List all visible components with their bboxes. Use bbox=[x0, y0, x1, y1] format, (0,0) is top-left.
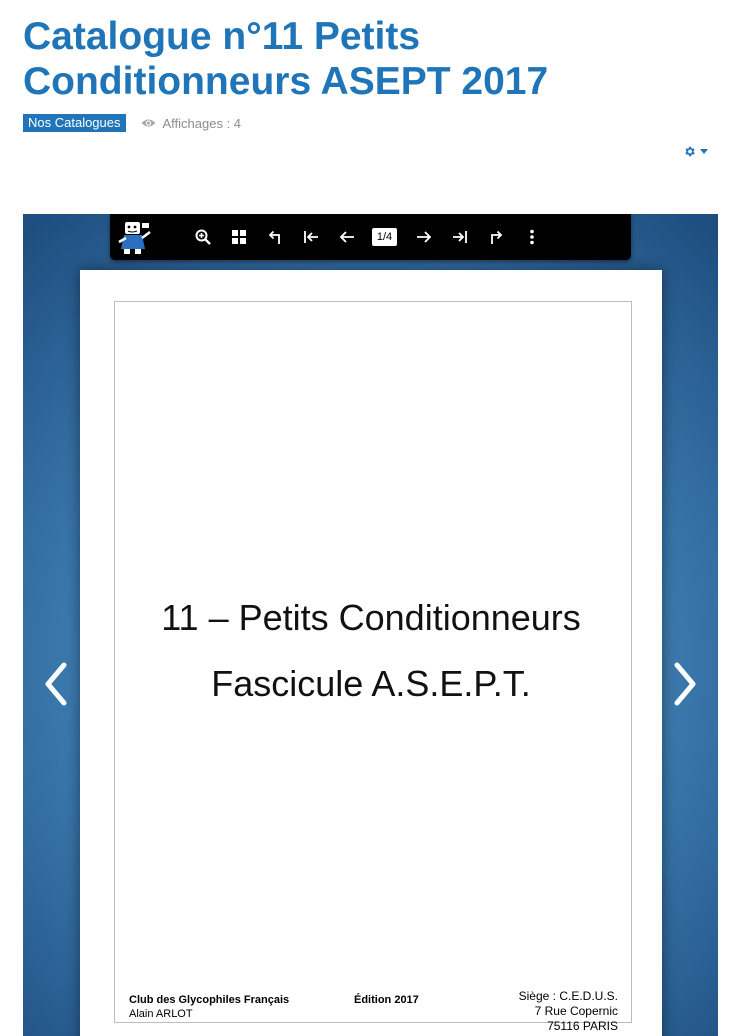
page-title: Catalogue n°11 Petits Conditionneurs ASEPT 2017 bbox=[23, 15, 549, 103]
hits-label: Affichages : 4 bbox=[162, 115, 242, 131]
jump-to-start-icon bbox=[303, 229, 319, 245]
document-title-line1: 11 – Petits Conditionneurs bbox=[161, 597, 581, 638]
document-page[interactable] bbox=[80, 270, 662, 1036]
mascot-logo-icon bbox=[116, 218, 154, 256]
hits-counter bbox=[141, 116, 242, 131]
footer-address bbox=[480, 989, 618, 1034]
document-title-line2: Fascicule A.S.E.P.T. bbox=[211, 663, 531, 704]
edition-label: Édition 2017 bbox=[354, 994, 419, 1006]
first-page-button[interactable] bbox=[263, 225, 287, 249]
jump-to-end-icon bbox=[452, 229, 468, 245]
page-indicator[interactable]: 1/4 bbox=[372, 228, 397, 246]
previous-page-icon bbox=[339, 229, 355, 245]
zoom-in-button[interactable] bbox=[191, 225, 215, 249]
flipbook-viewer[interactable] bbox=[23, 214, 718, 1036]
category-badge[interactable]: Nos Catalogues bbox=[23, 114, 126, 132]
next-page-arrow[interactable] bbox=[670, 662, 700, 706]
address-line-3: 75116 PARIS bbox=[547, 1019, 618, 1033]
first-page-arrow-icon bbox=[267, 229, 283, 245]
next-page-icon bbox=[416, 229, 432, 245]
address-line-1: Siège : C.E.D.U.S. bbox=[518, 989, 618, 1003]
address-line-2: 7 Rue Copernic bbox=[534, 1004, 618, 1018]
jump-to-start-button[interactable] bbox=[299, 225, 323, 249]
viewer-toolbar bbox=[110, 214, 631, 260]
thumbnails-icon bbox=[231, 229, 247, 245]
article-tools-button[interactable] bbox=[683, 142, 713, 160]
next-page-button[interactable] bbox=[412, 225, 436, 249]
caret-down-icon bbox=[700, 149, 708, 154]
footer-organization bbox=[129, 993, 289, 1021]
more-options-button[interactable] bbox=[520, 225, 544, 249]
organization-name: Club des Glycophiles Français bbox=[129, 994, 290, 1006]
gear-icon bbox=[683, 145, 696, 158]
more-options-icon bbox=[524, 229, 540, 245]
article-info bbox=[23, 114, 241, 132]
previous-page-button[interactable] bbox=[335, 225, 359, 249]
chevron-left-icon bbox=[43, 662, 69, 706]
jump-to-end-button[interactable] bbox=[448, 225, 472, 249]
last-page-button[interactable] bbox=[484, 225, 508, 249]
eye-icon bbox=[141, 118, 156, 128]
author-name: Alain ARLOT bbox=[129, 1008, 193, 1020]
chevron-right-icon bbox=[672, 662, 698, 706]
thumbnails-button[interactable] bbox=[227, 225, 251, 249]
last-page-arrow-icon bbox=[488, 229, 504, 245]
zoom-in-icon bbox=[195, 229, 211, 245]
previous-page-arrow[interactable] bbox=[41, 662, 71, 706]
page-border bbox=[114, 301, 632, 1023]
